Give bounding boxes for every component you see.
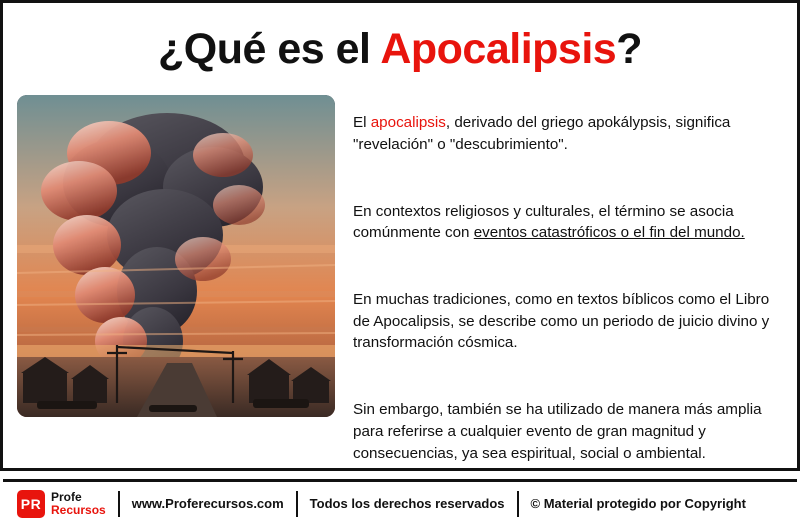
title-highlight: Apocalipsis	[380, 24, 617, 73]
paragraph-4	[353, 399, 783, 464]
illustration-graphic	[17, 95, 335, 417]
p1-seg-3: , derivado del griego apokálypsis, significa "revelación" o "descubrimiento".	[353, 114, 731, 153]
content-area	[3, 95, 797, 479]
apocalypse-illustration	[17, 95, 335, 417]
paragraph-3	[353, 289, 783, 354]
paragraph-2	[353, 201, 783, 244]
paragraph-1	[353, 112, 783, 155]
footer-divider-2	[296, 491, 298, 517]
footer-website[interactable]: www.Proferecursos.com	[131, 496, 284, 512]
logo-wordmark	[51, 491, 106, 516]
footer-divider-3	[517, 491, 519, 517]
p1-seg-2: apocalipsis	[370, 114, 446, 132]
p2-seg-2: eventos catastróficos o el fin del mundo.	[473, 224, 745, 242]
footer-copyright: © Material protegido por Copyright	[530, 496, 746, 512]
logo-line-1: Profe	[51, 490, 82, 505]
title-bar	[3, 3, 797, 95]
brand-logo	[17, 490, 106, 518]
logo-mark-icon: PR	[17, 490, 45, 518]
p4-seg-1: Sin embargo, también se ha utilizado de manera más amplia para referirse a cualquier evento de gran magnitud y consecuencias, ya sea espiritual, social o ambiental.	[353, 401, 762, 462]
footer-bar	[3, 479, 797, 525]
p3-seg-1: En muchas tradiciones, como en textos bíblicos como el Libro de Apocalipsis, se describe como un periodo de juicio divino y transformación cósmica.	[353, 291, 770, 352]
footer-divider-1	[118, 491, 120, 517]
p2-seg-1: En contextos religiosos y culturales, el término se asocia comúnmente con	[353, 202, 734, 242]
title-before: ¿Qué es el	[158, 24, 381, 73]
p1-seg-1: El	[353, 114, 371, 132]
text-column	[353, 95, 783, 479]
title-after: ?	[616, 24, 642, 73]
page-title	[158, 25, 642, 74]
footer-rights: Todos los derechos reservados	[309, 496, 505, 512]
logo-line-2: Recursos	[51, 502, 106, 517]
